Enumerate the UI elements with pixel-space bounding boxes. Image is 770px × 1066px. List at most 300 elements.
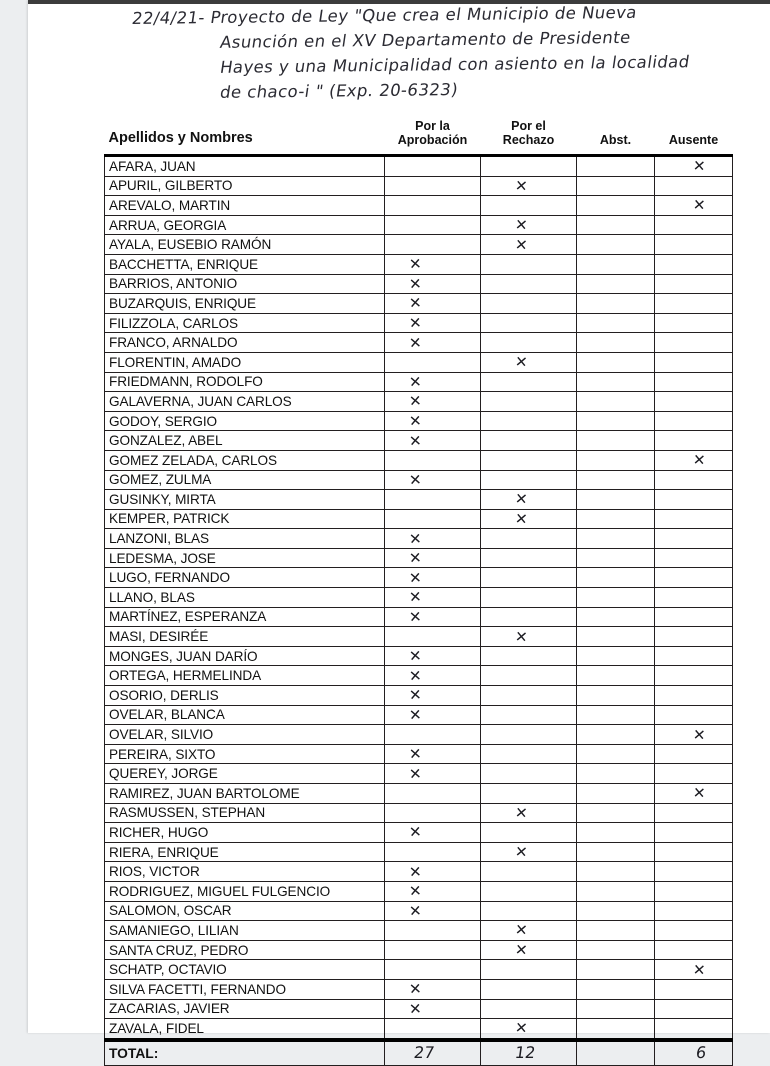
vote-cell-abst: [577, 352, 655, 372]
vote-x-mark-icon: ✕: [692, 783, 707, 803]
vote-cell-aprobacion: [385, 392, 481, 412]
table-row: [105, 725, 733, 745]
vote-cell-rechazo: [481, 744, 577, 764]
vote-x-mark-icon: ✕: [408, 881, 423, 901]
vote-cell-abst: [577, 744, 655, 764]
vote-cell-ausente: [655, 509, 733, 529]
column-header-names: Apellidos y Nombres: [108, 129, 253, 146]
vote-cell-abst: [577, 470, 655, 490]
vote-cell-rechazo: [481, 725, 577, 745]
vote-cell-rechazo: [481, 372, 577, 392]
vote-cell-aprobacion: [385, 490, 481, 510]
vote-cell-aprobacion: [385, 1019, 481, 1040]
table-row: [105, 431, 733, 451]
vote-cell-aprobacion: [385, 823, 481, 843]
vote-x-mark-icon: ✕: [514, 842, 529, 862]
vote-cell-abst: [577, 921, 655, 941]
vote-cell-rechazo: [481, 176, 577, 196]
vote-cell-ausente: [655, 960, 733, 980]
vote-cell-ausente: [655, 274, 733, 294]
legislator-name: ORTEGA, HERMELINDA: [105, 666, 385, 686]
table-row: [105, 313, 733, 333]
vote-x-mark-icon: ✕: [692, 196, 707, 215]
vote-cell-rechazo: [481, 979, 577, 999]
vote-cell-abst: [577, 607, 655, 627]
vote-cell-ausente: [655, 764, 733, 784]
legislator-name: LEDESMA, JOSE: [105, 548, 385, 568]
vote-cell-abst: [577, 196, 655, 216]
vote-cell-aprobacion: [385, 921, 481, 941]
vote-cell-rechazo: [481, 627, 577, 647]
vote-cell-aprobacion: [385, 313, 481, 333]
total-ausente-value: 6: [695, 1043, 708, 1063]
vote-cell-rechazo: [481, 862, 577, 882]
vote-cell-aprobacion: [385, 333, 481, 353]
vote-cell-ausente: [655, 372, 733, 392]
vote-cell-ausente: [655, 196, 733, 216]
vote-cell-aprobacion: [385, 842, 481, 862]
vote-cell-abst: [577, 823, 655, 843]
vote-cell-aprobacion: [385, 156, 481, 177]
vote-x-mark-icon: ✕: [692, 156, 707, 176]
vote-cell-ausente: [655, 176, 733, 196]
vote-cell-aprobacion: [385, 744, 481, 764]
vote-cell-ausente: [655, 490, 733, 510]
voting-record-table: [104, 120, 732, 1066]
vote-cell-rechazo: [481, 333, 577, 353]
vote-cell-rechazo: [481, 901, 577, 921]
vote-cell-ausente: [655, 568, 733, 588]
total-rechazo-value: 12: [513, 1043, 538, 1063]
legislator-name: RASMUSSEN, STEPHAN: [105, 803, 385, 823]
vote-cell-ausente: [655, 725, 733, 745]
table-header: [105, 120, 733, 156]
vote-cell-ausente: [655, 254, 733, 274]
table-row: [105, 254, 733, 274]
vote-x-mark-icon: ✕: [514, 627, 529, 647]
vote-x-mark-icon: ✕: [408, 392, 423, 411]
vote-cell-abst: [577, 666, 655, 686]
legislator-name: LANZONI, BLAS: [105, 529, 385, 549]
vote-cell-aprobacion: [385, 979, 481, 999]
vote-cell-rechazo: [481, 921, 577, 941]
table-row: [105, 940, 733, 960]
table-row: [105, 705, 733, 725]
table-row: [105, 627, 733, 647]
legislator-name: OVELAR, SILVIO: [105, 725, 385, 745]
vote-cell-aprobacion: [385, 725, 481, 745]
vote-cell-ausente: [655, 529, 733, 549]
vote-cell-rechazo: [481, 1019, 577, 1040]
vote-cell-abst: [577, 588, 655, 608]
vote-cell-aprobacion: [385, 784, 481, 804]
vote-cell-aprobacion: [385, 940, 481, 960]
vote-cell-abst: [577, 705, 655, 725]
vote-cell-aprobacion: [385, 431, 481, 451]
vote-cell-ausente: [655, 627, 733, 647]
legislator-name: ZAVALA, FIDEL: [105, 1019, 385, 1040]
table-row: [105, 823, 733, 843]
vote-cell-abst: [577, 1019, 655, 1040]
vote-cell-rechazo: [481, 803, 577, 823]
vote-x-mark-icon: ✕: [408, 764, 423, 784]
vote-cell-ausente: [655, 842, 733, 862]
vote-cell-ausente: [655, 881, 733, 901]
legislator-name: GOMEZ ZELADA, CARLOS: [105, 450, 385, 470]
total-ausente: [655, 1040, 733, 1066]
vote-cell-ausente: [655, 666, 733, 686]
table-row: [105, 352, 733, 372]
vote-cell-abst: [577, 862, 655, 882]
vote-cell-abst: [577, 842, 655, 862]
column-header-rechazo: [481, 120, 577, 156]
vote-x-mark-icon: ✕: [408, 823, 423, 842]
vote-cell-abst: [577, 686, 655, 706]
handwritten-note-line: 22/4/21- Proyecto de Ley "Que crea el Municipio de Nueva: [130, 2, 639, 28]
vote-cell-rechazo: [481, 764, 577, 784]
vote-cell-rechazo: [481, 999, 577, 1019]
vote-cell-aprobacion: [385, 352, 481, 372]
table-row: [105, 392, 733, 412]
table-row: [105, 784, 733, 804]
table-row: [105, 901, 733, 921]
table-row: [105, 333, 733, 353]
vote-cell-aprobacion: [385, 705, 481, 725]
table-row: [105, 666, 733, 686]
table-row: [105, 568, 733, 588]
vote-cell-aprobacion: [385, 235, 481, 255]
vote-cell-rechazo: [481, 156, 577, 177]
vote-cell-aprobacion: [385, 548, 481, 568]
legislator-name: MARTÍNEZ, ESPERANZA: [105, 607, 385, 627]
vote-cell-rechazo: [481, 470, 577, 490]
legislator-name: FILIZZOLA, CARLOS: [105, 313, 385, 333]
total-rechazo: [481, 1040, 577, 1066]
vote-x-mark-icon: ✕: [408, 666, 423, 686]
table-row: [105, 196, 733, 216]
legislator-name: OSORIO, DERLIS: [105, 686, 385, 706]
vote-cell-aprobacion: [385, 803, 481, 823]
vote-cell-ausente: [655, 744, 733, 764]
vote-cell-rechazo: [481, 607, 577, 627]
vote-cell-abst: [577, 725, 655, 745]
column-header-rechazo-line1: Por el: [511, 119, 546, 133]
vote-cell-ausente: [655, 921, 733, 941]
vote-cell-ausente: [655, 352, 733, 372]
vote-x-mark-icon: ✕: [514, 352, 529, 372]
table-row: [105, 372, 733, 392]
vote-cell-ausente: [655, 607, 733, 627]
table-row: [105, 842, 733, 862]
vote-cell-abst: [577, 548, 655, 568]
legislator-name: LLANO, BLAS: [105, 588, 385, 608]
vote-x-mark-icon: ✕: [408, 274, 423, 294]
legislator-name: RICHER, HUGO: [105, 823, 385, 843]
legislator-name: FLORENTIN, AMADO: [105, 352, 385, 372]
vote-cell-ausente: [655, 823, 733, 843]
vote-cell-abst: [577, 392, 655, 412]
vote-cell-abst: [577, 568, 655, 588]
vote-cell-abst: [577, 803, 655, 823]
vote-cell-aprobacion: [385, 666, 481, 686]
legislator-name: RODRIGUEZ, MIGUEL FULGENCIO: [105, 881, 385, 901]
legislator-name: FRIEDMANN, RODOLFO: [105, 372, 385, 392]
document-page: [28, 0, 770, 1063]
column-header-aprobacion-line2: Aprobación: [397, 132, 468, 147]
legislator-name: APURIL, GILBERTO: [105, 176, 385, 196]
vote-cell-rechazo: [481, 646, 577, 666]
vote-x-mark-icon: ✕: [408, 685, 423, 705]
vote-cell-ausente: [655, 411, 733, 431]
table-row: [105, 470, 733, 490]
vote-cell-aprobacion: [385, 215, 481, 235]
table-row: [105, 960, 733, 980]
vote-cell-rechazo: [481, 274, 577, 294]
table-row: [105, 686, 733, 706]
table-row: [105, 646, 733, 666]
vote-x-mark-icon: ✕: [514, 509, 529, 529]
vote-cell-rechazo: [481, 490, 577, 510]
legislator-name: MASI, DESIRÉE: [105, 627, 385, 647]
vote-x-mark-icon: ✕: [408, 548, 423, 568]
vote-x-mark-icon: ✕: [408, 294, 423, 313]
table-row: [105, 176, 733, 196]
vote-cell-rechazo: [481, 823, 577, 843]
total-aprobacion: [385, 1040, 481, 1066]
total-abst: [577, 1040, 655, 1066]
vote-cell-ausente: [655, 686, 733, 706]
vote-cell-abst: [577, 156, 655, 177]
table-row: [105, 235, 733, 255]
vote-cell-rechazo: [481, 294, 577, 314]
legislator-name: SCHATP, OCTAVIO: [105, 960, 385, 980]
vote-cell-ausente: [655, 705, 733, 725]
vote-cell-aprobacion: [385, 588, 481, 608]
vote-cell-abst: [577, 176, 655, 196]
vote-cell-ausente: [655, 156, 733, 177]
vote-cell-aprobacion: [385, 176, 481, 196]
legislator-name: RAMIREZ, JUAN BARTOLOME: [105, 784, 385, 804]
vote-cell-aprobacion: [385, 764, 481, 784]
vote-x-mark-icon: ✕: [514, 1018, 529, 1038]
legislator-name: QUEREY, JORGE: [105, 764, 385, 784]
vote-cell-aprobacion: [385, 627, 481, 647]
legislator-name: SALOMON, OSCAR: [105, 901, 385, 921]
vote-cell-aprobacion: [385, 411, 481, 431]
vote-cell-rechazo: [481, 431, 577, 451]
vote-cell-ausente: [655, 646, 733, 666]
table-row: [105, 744, 733, 764]
vote-cell-ausente: [655, 215, 733, 235]
vote-cell-ausente: [655, 784, 733, 804]
vote-cell-abst: [577, 764, 655, 784]
vote-cell-abst: [577, 294, 655, 314]
legislator-name: MONGES, JUAN DARÍO: [105, 646, 385, 666]
vote-cell-rechazo: [481, 842, 577, 862]
table-row: [105, 999, 733, 1019]
vote-x-mark-icon: ✕: [408, 333, 423, 353]
vote-x-mark-icon: ✕: [408, 979, 423, 999]
vote-x-mark-icon: ✕: [408, 529, 423, 548]
vote-cell-ausente: [655, 294, 733, 314]
table-row: [105, 450, 733, 470]
vote-cell-aprobacion: [385, 960, 481, 980]
total-aprobacion-value: 27: [412, 1043, 437, 1063]
vote-cell-ausente: [655, 901, 733, 921]
vote-x-mark-icon: ✕: [514, 215, 529, 235]
handwritten-note-line: Hayes y una Municipalidad con asiento en la localidad: [218, 52, 692, 77]
vote-cell-ausente: [655, 392, 733, 412]
vote-cell-abst: [577, 999, 655, 1019]
table-row: [105, 411, 733, 431]
vote-cell-aprobacion: [385, 862, 481, 882]
vote-x-mark-icon: ✕: [514, 803, 529, 823]
column-header-aprobacion: [385, 120, 481, 156]
vote-cell-abst: [577, 411, 655, 431]
vote-cell-rechazo: [481, 215, 577, 235]
vote-cell-abst: [577, 901, 655, 921]
legislator-name: GODOY, SERGIO: [105, 411, 385, 431]
table-row: [105, 509, 733, 529]
table-row: [105, 1019, 733, 1040]
vote-cell-rechazo: [481, 666, 577, 686]
vote-x-mark-icon: ✕: [692, 725, 707, 744]
legislator-name: PEREIRA, SIXTO: [105, 744, 385, 764]
legislator-name: SANTA CRUZ, PEDRO: [105, 940, 385, 960]
legislator-name: GONZALEZ, ABEL: [105, 431, 385, 451]
vote-cell-rechazo: [481, 784, 577, 804]
vote-cell-abst: [577, 333, 655, 353]
column-header-ausente: Ausente: [668, 132, 719, 147]
vote-cell-ausente: [655, 1019, 733, 1040]
legislator-name: SAMANIEGO, LILIAN: [105, 921, 385, 941]
vote-cell-aprobacion: [385, 509, 481, 529]
vote-cell-aprobacion: [385, 294, 481, 314]
vote-cell-abst: [577, 940, 655, 960]
total-label: TOTAL:: [105, 1040, 385, 1066]
vote-x-mark-icon: ✕: [408, 705, 423, 725]
vote-cell-rechazo: [481, 705, 577, 725]
vote-cell-abst: [577, 274, 655, 294]
vote-cell-abst: [577, 529, 655, 549]
legislator-name: BARRIOS, ANTONIO: [105, 274, 385, 294]
legislator-name: AYALA, EUSEBIO RAMÓN: [105, 235, 385, 255]
vote-cell-ausente: [655, 450, 733, 470]
vote-cell-aprobacion: [385, 568, 481, 588]
vote-x-mark-icon: ✕: [514, 489, 529, 509]
vote-cell-rechazo: [481, 196, 577, 216]
vote-cell-aprobacion: [385, 881, 481, 901]
table-row: [105, 548, 733, 568]
table-row: [105, 607, 733, 627]
vote-cell-rechazo: [481, 588, 577, 608]
vote-cell-ausente: [655, 431, 733, 451]
vote-cell-abst: [577, 881, 655, 901]
vote-cell-aprobacion: [385, 686, 481, 706]
vote-cell-aprobacion: [385, 470, 481, 490]
vote-cell-ausente: [655, 588, 733, 608]
vote-cell-abst: [577, 960, 655, 980]
vote-cell-ausente: [655, 862, 733, 882]
vote-x-mark-icon: ✕: [408, 607, 423, 627]
vote-x-mark-icon: ✕: [408, 372, 423, 392]
handwritten-note-line: de chaco-i " (Exp. 20-6323): [218, 80, 460, 102]
vote-cell-ausente: [655, 548, 733, 568]
vote-x-mark-icon: ✕: [408, 744, 423, 764]
vote-cell-abst: [577, 431, 655, 451]
table-row: [105, 588, 733, 608]
vote-cell-aprobacion: [385, 372, 481, 392]
vote-cell-aprobacion: [385, 646, 481, 666]
table-row: [105, 156, 733, 177]
vote-cell-rechazo: [481, 450, 577, 470]
table-row: [105, 862, 733, 882]
legislator-name: GOMEZ, ZULMA: [105, 470, 385, 490]
vote-cell-abst: [577, 627, 655, 647]
vote-x-mark-icon: ✕: [408, 568, 423, 588]
legislator-name: LUGO, FERNANDO: [105, 568, 385, 588]
column-header-rechazo-line2: Rechazo: [502, 132, 555, 147]
vote-x-mark-icon: ✕: [408, 431, 423, 451]
vote-cell-abst: [577, 215, 655, 235]
vote-cell-ausente: [655, 470, 733, 490]
vote-cell-rechazo: [481, 411, 577, 431]
table-body: [105, 156, 733, 1066]
vote-x-mark-icon: ✕: [408, 411, 423, 431]
vote-cell-aprobacion: [385, 450, 481, 470]
legislator-name: GALAVERNA, JUAN CARLOS: [105, 392, 385, 412]
table-row: [105, 294, 733, 314]
vote-cell-aprobacion: [385, 901, 481, 921]
vote-x-mark-icon: ✕: [408, 646, 423, 666]
vote-x-mark-icon: ✕: [514, 940, 529, 960]
table-row: [105, 529, 733, 549]
legislator-name: ZACARIAS, JAVIER: [105, 999, 385, 1019]
vote-cell-aprobacion: [385, 529, 481, 549]
vote-cell-rechazo: [481, 940, 577, 960]
vote-cell-ausente: [655, 940, 733, 960]
vote-cell-rechazo: [481, 960, 577, 980]
vote-cell-aprobacion: [385, 999, 481, 1019]
vote-x-mark-icon: ✕: [514, 235, 529, 255]
column-header-aprobacion-line1: Por la: [415, 119, 450, 133]
vote-x-mark-icon: ✕: [692, 450, 707, 470]
vote-cell-aprobacion: [385, 607, 481, 627]
vote-cell-rechazo: [481, 313, 577, 333]
vote-cell-abst: [577, 784, 655, 804]
legislator-name: RIERA, ENRIQUE: [105, 842, 385, 862]
vote-cell-ausente: [655, 313, 733, 333]
vote-cell-abst: [577, 450, 655, 470]
legislator-name: BUZARQUIS, ENRIQUE: [105, 294, 385, 314]
vote-x-mark-icon: ✕: [408, 862, 423, 882]
table-row: [105, 881, 733, 901]
vote-cell-rechazo: [481, 352, 577, 372]
table-row: [105, 921, 733, 941]
handwritten-note-line: Asunción en el XV Departamento de Presidente: [218, 27, 633, 52]
legislator-name: AREVALO, MARTIN: [105, 196, 385, 216]
vote-cell-abst: [577, 235, 655, 255]
vote-x-mark-icon: ✕: [408, 587, 423, 607]
table-row: [105, 764, 733, 784]
legislator-name: AFARA, JUAN: [105, 156, 385, 177]
vote-cell-rechazo: [481, 392, 577, 412]
legislator-name: ARRUA, GEORGIA: [105, 215, 385, 235]
vote-cell-rechazo: [481, 235, 577, 255]
vote-x-mark-icon: ✕: [408, 313, 423, 333]
legislator-name: OVELAR, BLANCA: [105, 705, 385, 725]
column-header-abstencion: Abst.: [599, 132, 632, 147]
